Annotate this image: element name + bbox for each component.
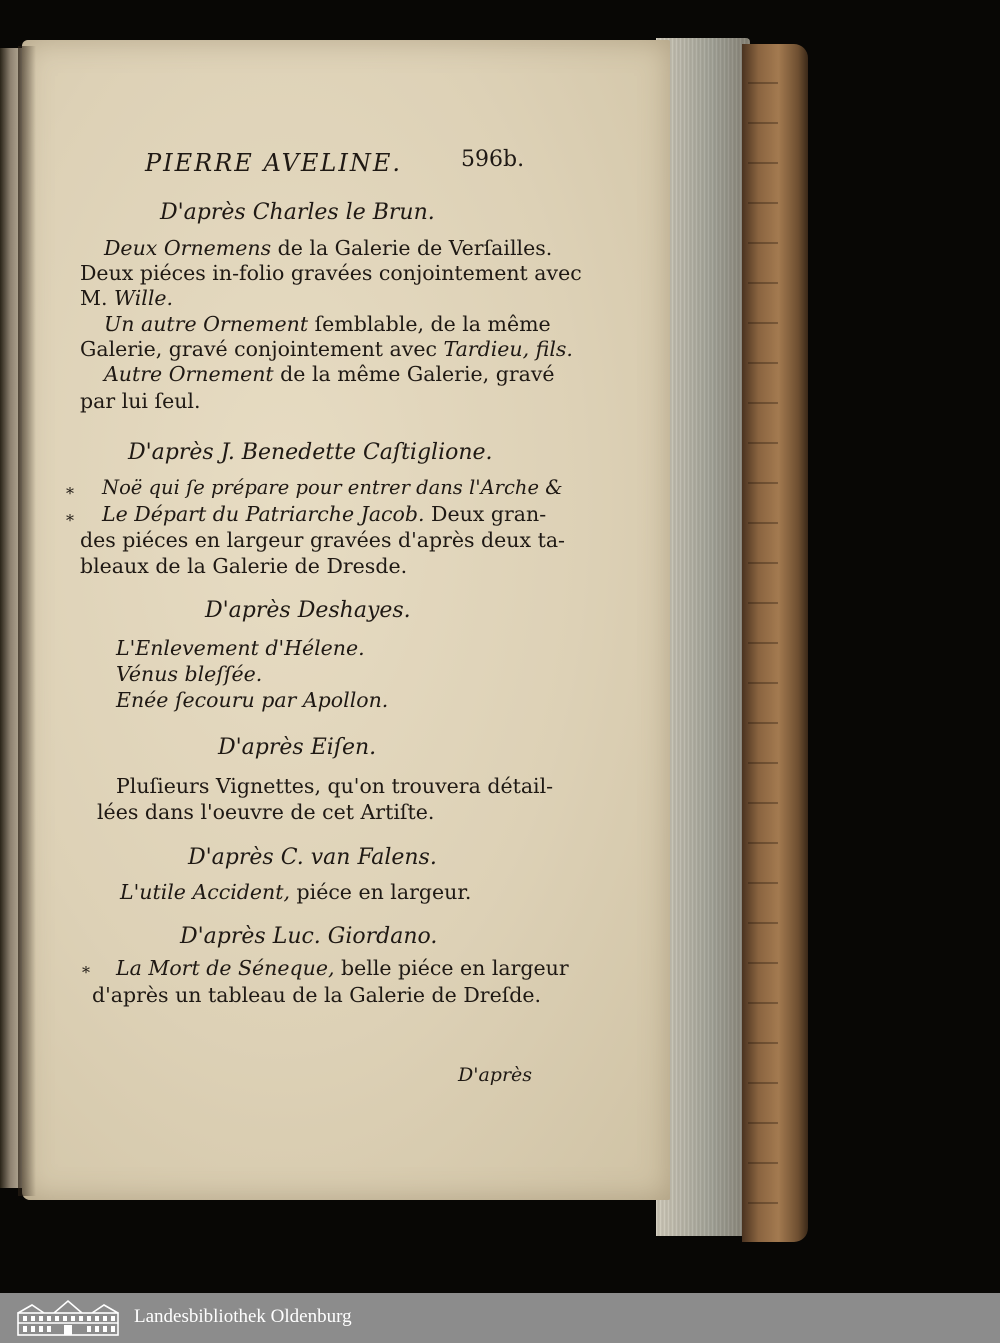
text-line: Un autre Ornement ſemblable, de la même xyxy=(104,312,551,336)
text-span: Wille. xyxy=(114,286,174,310)
library-name: Landesbibliothek Oldenburg xyxy=(134,1306,352,1327)
page-number: 596b. xyxy=(461,147,525,172)
asterisk-icon: * xyxy=(66,511,74,530)
text-span: L'utile Accident, xyxy=(120,880,290,904)
text-span: Deux Ornemens xyxy=(104,236,272,260)
text-line: Pluſieurs Vignettes, qu'on trouvera détail- xyxy=(116,774,554,798)
text-span: Un autre Ornement xyxy=(104,312,309,336)
book-cover xyxy=(742,44,808,1242)
list-item: L'Enlevement d'Hélene. xyxy=(116,636,365,660)
text-line: Galerie, gravé conjointement avec Tardieu, fils. xyxy=(80,337,573,361)
text-span: La Mort de Séneque, xyxy=(116,956,335,980)
catchword: D'après xyxy=(458,1064,533,1086)
section-heading: D'après J. Benedette Caſtiglione. xyxy=(128,440,493,465)
section-heading: D'après Eiſen. xyxy=(218,735,377,760)
text-line: M. Wille. xyxy=(80,286,174,310)
text-line: Le Départ du Patriarche Jacob. Deux gran- xyxy=(102,502,547,526)
text-line: Noë qui ſe prépare pour entrer dans l'Arche & xyxy=(102,476,563,499)
text-line: par lui ſeul. xyxy=(80,389,201,413)
library-building-logo xyxy=(14,1299,122,1337)
text-line: Autre Ornement de la même Galerie, gravé xyxy=(104,362,555,386)
asterisk-icon: * xyxy=(66,484,74,503)
section-heading: D'après Luc. Giordano. xyxy=(180,924,438,949)
text-line: Deux Ornemens de la Galerie de Verſailles. xyxy=(104,236,553,260)
list-item: Enée ſecouru par Apollon. xyxy=(116,688,389,712)
text-line: d'après un tableau de la Galerie de Dreſde. xyxy=(92,983,542,1007)
page-block-shade xyxy=(656,38,750,1236)
footer-bar xyxy=(0,1293,1000,1343)
text-line: La Mort de Séneque, belle piéce en largeur xyxy=(116,956,569,980)
text-line: des piéces en largeur gravées d'après deux ta- xyxy=(80,528,565,552)
text-span: Le Départ du Patriarche Jacob. xyxy=(102,502,425,526)
asterisk-icon: * xyxy=(82,963,90,982)
section-heading: D'après C. van Falens. xyxy=(188,845,437,870)
list-item: Vénus bleſſée. xyxy=(116,662,263,686)
text-line: L'utile Accident, piéce en largeur. xyxy=(120,880,472,904)
text-line: bleaux de la Galerie de Dresde. xyxy=(80,554,408,578)
section-heading: D'après Charles le Brun. xyxy=(160,200,435,225)
text-line: lées dans l'oeuvre de cet Artiſte. xyxy=(97,800,435,824)
gutter-shadow xyxy=(18,46,36,1196)
text-span: Tardieu, fils. xyxy=(443,337,573,361)
text-line: Deux piéces in-folio gravées conjointement avec xyxy=(80,261,582,285)
running-title: PIERRE AVELINE. xyxy=(145,149,402,177)
text-span: Autre Ornement xyxy=(104,362,274,386)
section-heading: D'après Deshayes. xyxy=(205,598,411,623)
